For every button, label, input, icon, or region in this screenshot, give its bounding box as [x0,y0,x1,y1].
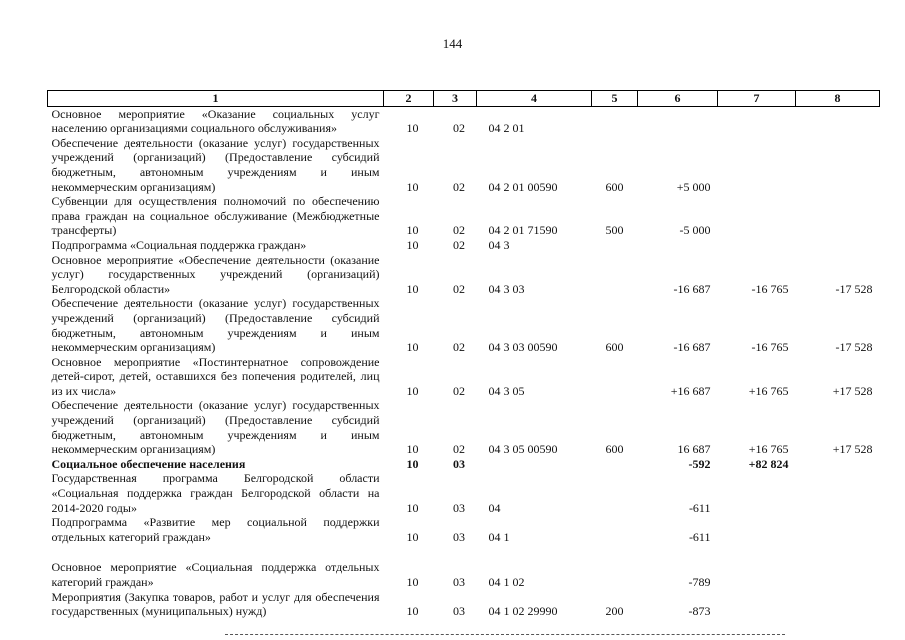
amount-col6: -592 [688,456,711,471]
amount-col7: +16 765 [748,442,789,457]
target-article-code: 04 3 03 00590 [488,340,558,355]
table-row [48,296,880,354]
amount-col8 [796,590,880,619]
amount-col6: -873 [688,604,711,619]
spacer-cell [48,544,880,560]
column-header-4: 4 [477,91,592,107]
amount-col7: +82 824 [748,456,789,471]
amount-col7 [718,106,796,136]
amount-col7 [718,560,796,589]
amount-col7: +16 765 [748,383,789,398]
expense-type-code: 600 [605,340,624,355]
target-article-code: 04 2 01 00590 [488,179,558,194]
target-article-code: 04 3 05 00590 [488,442,558,457]
table-row [48,355,880,399]
target-article-code: 04 [488,500,501,515]
amount-col6 [638,238,718,253]
table-row [48,590,880,619]
subsection-code: 03 [453,500,465,515]
amount-col8 [796,560,880,589]
amount-col8 [796,136,880,194]
amount-col8 [796,471,880,515]
subsection-code: 02 [453,237,465,252]
row-name: Подпрограмма «Развитие мер социальной поддержки отдельных категорий граждан» [51,515,380,544]
row-name: Обеспечение деятельности (оказание услуг) государственных учреждений (организаций) (Предоставление субсидий бюджетным, автономным учреждениям и иным некоммерческим организациям) [51,398,380,457]
subsection-code: 02 [453,179,465,194]
subsection-code: 02 [453,340,465,355]
header-row [48,91,880,107]
target-article-code: 04 2 01 71590 [488,223,558,238]
table-row [48,136,880,194]
amount-col7 [718,590,796,619]
target-article-code: 04 1 02 29990 [488,604,558,619]
amount-col6: -611 [688,529,711,544]
section-code: 10 [406,575,419,589]
row-name: Основное мероприятие «Обеспечение деятельности (оказание услуг) государственных учреждений (организаций) Белгородской области» [51,252,380,296]
section-code: 10 [406,604,419,619]
subsection-code: 03 [453,604,465,619]
amount-col8 [796,515,880,544]
section-code: 10 [406,529,419,544]
section-code: 10 [406,179,419,194]
subsection-code: 02 [453,223,465,238]
expense-type-code [592,560,638,589]
amount-col6: +5 000 [676,179,711,194]
table-row [48,471,880,515]
row-name: Обеспечение деятельности (оказание услуг) государственных учреждений (организаций) (Предоставление субсидий бюджетным, автономным учреждениям и иным некоммерческим организациям) [51,135,380,194]
row-spacer [48,544,880,560]
expense-type-code: 200 [605,604,624,619]
column-header-1: 1 [48,91,384,107]
column-header-3: 3 [434,91,477,107]
subsection-code: 02 [453,383,465,398]
section-code: 10 [406,223,419,238]
bottom-rule [225,634,785,636]
target-article-code: 04 3 05 [488,383,525,398]
table-row [48,238,880,253]
expense-type-code [592,355,638,399]
amount-col8 [796,457,880,472]
expense-type-code [592,471,638,515]
amount-col7 [718,471,796,515]
table-row [48,106,880,136]
expense-type-code: 600 [605,442,624,457]
row-name: Государственная программа Белгородской области «Социальная поддержка граждан Белгородской области на 2014-2020 годы» [51,471,380,515]
subsection-code: 02 [453,121,465,136]
subsection-code: 03 [453,529,465,544]
target-article-code: 04 3 03 [488,281,525,296]
amount-col7: -16 765 [751,281,789,296]
column-header-8: 8 [796,91,880,107]
table-row [48,515,880,544]
expense-type-code [592,457,638,472]
amount-col8 [796,238,880,253]
amount-col6: -16 687 [673,281,711,296]
row-name: Основное мероприятие «Социальная поддержка отдельных категорий граждан» [51,560,380,589]
amount-col6: -789 [688,575,711,589]
row-name: Социальное обеспечение населения [51,456,246,471]
table-row [48,457,880,472]
section-code: 10 [406,237,419,252]
target-article-code: 04 2 01 [488,121,525,136]
expense-type-code: 500 [605,223,624,238]
amount-col7 [718,238,796,253]
amount-col6: +16 687 [670,383,711,398]
subsection-code: 02 [453,281,465,296]
target-article-code: 04 3 [488,237,510,252]
amount-col6 [638,106,718,136]
section-code: 10 [406,442,419,457]
row-name: Подпрограмма «Социальная поддержка граждан» [51,237,307,252]
budget-table [47,90,880,619]
expense-type-code: 600 [605,179,624,194]
row-name: Мероприятия (Закупка товаров, работ и услуг для обеспечения государственных (муниципальных) нужд) [51,589,380,619]
amount-col8: +17 528 [832,442,873,457]
section-code: 10 [406,281,419,296]
column-header-5: 5 [592,91,638,107]
amount-col8 [796,106,880,136]
amount-col7 [718,515,796,544]
amount-col7 [718,194,796,238]
amount-col6: 16 687 [677,442,711,457]
expense-type-code [592,238,638,253]
table-header [48,91,880,107]
target-article-code [477,457,592,472]
amount-col8: -17 528 [835,340,873,355]
amount-col6: -5 000 [679,223,711,238]
expense-type-code [592,106,638,136]
column-header-2: 2 [384,91,434,107]
subsection-code: 03 [453,575,465,589]
section-code: 10 [406,500,419,515]
amount-col7 [718,136,796,194]
row-name: Субвенции для осуществления полномочий по обеспечению права граждан на социальное обслуживание (Межбюджетные трансферты) [51,194,380,238]
expense-type-code [592,253,638,297]
table-row [48,560,880,589]
row-name: Основное мероприятие «Постинтернатное сопровождение детей-сирот, детей, оставшихся без попечения родителей, лиц из их числа» [51,354,380,398]
target-article-code: 04 1 [488,529,510,544]
row-name: Обеспечение деятельности (оказание услуг) государственных учреждений (организаций) (Предоставление субсидий бюджетным, автономным учреждениям и иным некоммерческим организациям) [51,296,380,355]
column-header-7: 7 [718,91,796,107]
table-row [48,194,880,238]
page-number: 144 [442,36,463,51]
amount-col8 [796,194,880,238]
table-body [48,106,880,619]
target-article-code: 04 1 02 [488,575,525,589]
amount-col8: -17 528 [835,281,873,296]
section-code: 10 [406,340,419,355]
subsection-code: 02 [453,442,465,457]
table-row [48,398,880,456]
column-header-6: 6 [638,91,718,107]
section-code: 10 [406,121,419,136]
section-code: 10 [406,456,419,471]
table-row [48,253,880,297]
section-code: 10 [406,383,419,398]
expense-type-code [592,515,638,544]
amount-col6: -16 687 [673,340,711,355]
subsection-code: 03 [453,456,465,471]
amount-col8: +17 528 [832,383,873,398]
amount-col7: -16 765 [751,340,789,355]
row-name: Основное мероприятие «Оказание социальных услуг населению организациями социального обслуживания» [51,106,380,136]
amount-col6: -611 [688,500,711,515]
